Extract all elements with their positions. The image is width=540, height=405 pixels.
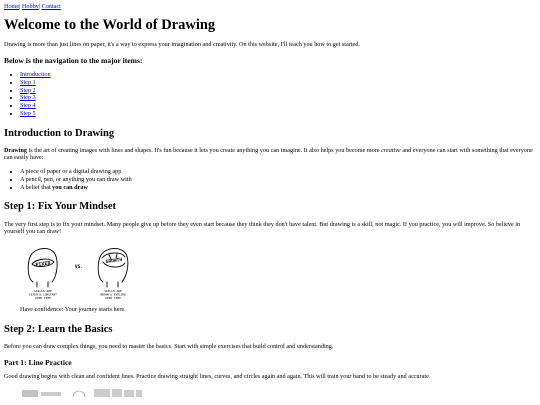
step2-heading: Step 2: Learn the Basics: [4, 323, 113, 335]
mindset-illustration: [21, 242, 139, 304]
growth-head: [98, 249, 128, 288]
section-link-step-2[interactable]: Step 2: [20, 86, 36, 94]
fixed-caption-line: FIXED & CONSTANT: [29, 292, 57, 297]
fixed-vs-growth-drawing: [21, 242, 139, 304]
intro-section-heading: Introduction to Drawing: [4, 127, 115, 139]
nav-link-contact[interactable]: Contact: [41, 3, 61, 10]
top-nav: [4, 3, 536, 11]
section-link-step-4[interactable]: Step 4: [20, 102, 36, 110]
section-link-step-5[interactable]: Step 5: [20, 109, 36, 117]
intro-section-paragraph: [4, 147, 536, 163]
growth-caption-line: SKILLS ARE: [104, 289, 122, 294]
list-item: [20, 102, 536, 110]
intro-paragraph: Drawing is more than just lines on paper, it's a way to express your imagination and creativity. On this website, I'll teach you how to get started.: [4, 40, 360, 48]
circle-sketch: [73, 391, 85, 397]
fixed-caption-line: OVER TIME: [35, 296, 51, 301]
paragraph-text: and everyone can start with something that everyone can easily have:: [4, 146, 533, 162]
nav-link-hobby[interactable]: Hobby: [21, 3, 39, 10]
section-link-step-3[interactable]: Step 3: [20, 94, 36, 102]
line-practice-sketch: [23, 390, 61, 397]
italic-term: creative: [381, 146, 401, 154]
supplies-list: [4, 168, 536, 191]
list-item: [20, 71, 536, 79]
list-item: • A piece of paper or a digital drawing app: [20, 168, 536, 176]
list-item: [20, 94, 536, 102]
nav-separator: |: [38, 3, 41, 10]
figure-caption: Have confidence: Your journey starts here.: [20, 306, 126, 314]
list-item: [20, 110, 536, 118]
part1-heading: Part 1: Line Practice: [4, 357, 72, 367]
nav-link-home[interactable]: Home: [4, 3, 20, 10]
list-item-bold-text: you can draw: [52, 183, 88, 191]
growth-label: GROWTH: [105, 257, 123, 266]
page-title: Welcome to the World of Drawing: [4, 16, 216, 33]
step2-paragraph: Before you can draw complex things, you need to master the basics. Start with simple exercises that build control and understanding.: [4, 342, 334, 350]
bold-term: Drawing: [4, 146, 28, 154]
step1-heading: Step 1: Fix Your Mindset: [4, 201, 117, 213]
growth-caption-line: OVER TIME: [105, 296, 121, 301]
section-link-step-1[interactable]: Step 1: [20, 78, 36, 86]
list-item: • A pencil, pen, or anything you can draw with: [20, 176, 536, 184]
fixed-caption-line: SKILLS ARE: [34, 289, 52, 294]
line-practice-strip: [21, 387, 161, 397]
section-nav-list: [4, 71, 536, 118]
growth-caption-line: GROWN & EVOLVED: [99, 292, 127, 297]
paragraph-text: is the art of creating images with lines and shapes. It's fun because it lets you create anything you can imagine. It also helps you become more: [27, 146, 382, 154]
section-link-introduction[interactable]: Introduction: [20, 71, 51, 79]
list-item: [20, 87, 536, 95]
fixed-head: [28, 249, 57, 288]
list-item: [20, 79, 536, 87]
hatching-sketch: [95, 389, 141, 397]
list-item: [20, 184, 536, 192]
nav-heading: Below is the navigation to the major items:: [4, 55, 143, 65]
line-practice-images: [21, 387, 161, 397]
fixed-label: FIXED: [35, 260, 52, 269]
part1-paragraph: Good drawing begins with clean and confident lines. Practice drawing straight lines, curves, and circles again and again. This will train your hand to be steady and accurate.: [4, 373, 431, 381]
step1-paragraph: The very first step is to fix your mindset. Many people give up before they even start because they think they don't have talent. But drawing is a skill, not magic. If you practice, you will improve. So believe in yourself you can draw!: [4, 220, 521, 236]
list-item-text: A belief that: [20, 183, 53, 191]
vs-label: VS.: [74, 265, 84, 271]
nav-separator: |: [19, 3, 21, 10]
